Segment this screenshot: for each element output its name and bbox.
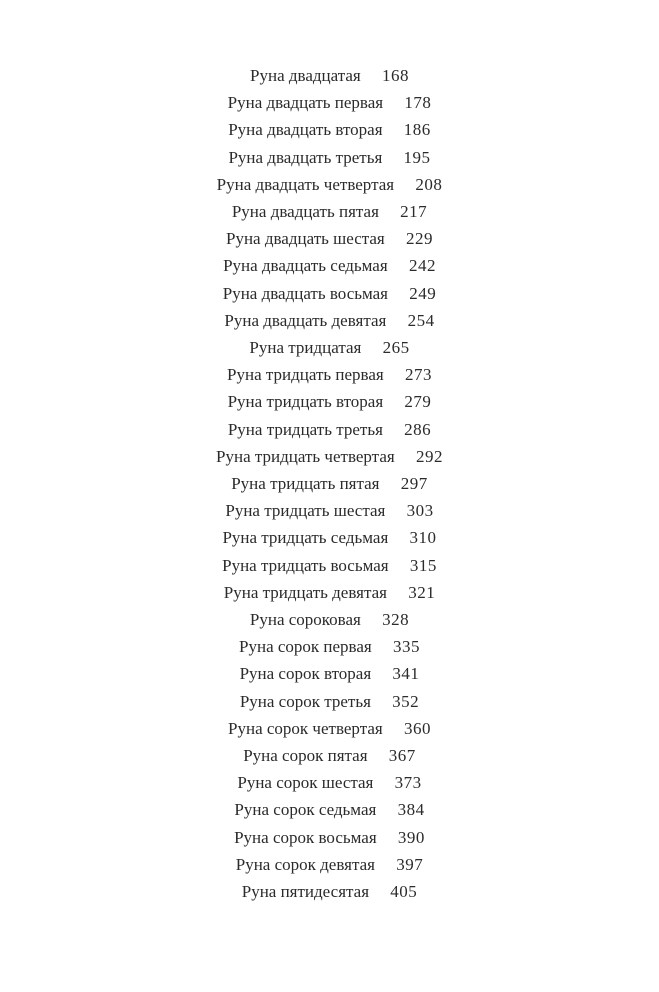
toc-entry-title: Руна тридцать седьмая [222,528,389,548]
toc-entry-page: 367 [388,746,416,766]
toc-entry-title: Руна сорок четвертая [228,718,383,738]
toc-entry-page: 229 [406,229,433,249]
toc-entry [0,443,659,470]
toc-entry-page: 315 [409,555,437,575]
toc-entry-page: 217 [400,202,428,222]
toc-entry-page: 279 [404,392,432,412]
toc-entry-page: 286 [404,419,432,439]
toc-entry [0,89,659,116]
toc-entry-page: 321 [408,582,436,602]
toc-entry-page: 273 [404,365,432,385]
toc-entry-page: 390 [397,827,425,847]
toc-entry [0,307,659,334]
toc-entry [0,524,659,551]
toc-entry [0,824,659,851]
toc-entry-title: Руна тридцать первая [227,365,384,385]
toc-entry-title: Руна двадцать девятая [224,310,387,330]
toc-entry [0,252,659,279]
toc-entry [0,878,659,905]
toc-entry-title: Руна сорок пятая [243,746,368,766]
toc-entry [0,171,659,198]
toc-entry [0,579,659,606]
toc-entry-page: 310 [409,528,437,548]
toc-entry-title: Руна тридцать пятая [231,474,380,494]
toc-entry-title: Руна тридцатая [249,338,362,358]
toc-entry-page: 360 [403,718,431,738]
toc-entry [0,388,659,415]
toc-entry-title: Руна тридцать девятая [223,582,387,602]
toc-entry-title: Руна сорок восьмая [234,827,377,847]
toc-entry [0,334,659,361]
toc-entry [0,851,659,878]
toc-entry-title: Руна сорок первая [239,637,372,657]
toc-entry-title: Руна двадцать пятая [231,202,379,222]
toc-entry-page: 249 [409,283,437,303]
toc-entry-page: 208 [415,174,443,194]
toc-entry [0,552,659,579]
toc-entry [0,497,659,524]
toc-entry-page: 297 [400,474,428,494]
toc-entry [0,633,659,660]
toc-entry [0,280,659,307]
toc-entry-page: 303 [406,501,434,521]
toc-entry [0,416,659,443]
toc-entry [0,144,659,171]
toc-entry-page: 178 [404,93,432,113]
toc-entry-page: 254 [407,310,435,330]
toc-entry-title: Руна сорок шестая [237,773,374,793]
toc-entry [0,361,659,388]
toc-entry-title: Руна двадцать вторая [228,120,383,140]
toc-entry-title: Руна тридцать четвертая [216,446,395,466]
toc-entry-page: 405 [390,882,418,902]
toc-entry-title: Руна тридцать третья [227,419,383,439]
toc-entry-page: 186 [403,120,431,140]
toc-entry-title: Руна двадцать шестая [226,229,385,249]
toc-entry-title: Руна сорок девятая [235,854,375,874]
toc-entry-page: 242 [408,256,436,276]
toc-entry [0,606,659,633]
toc-entry-title: Руна тридцать вторая [227,392,384,412]
toc-entry-page: 373 [394,773,422,793]
toc-entry [0,688,659,715]
toc-entry [0,198,659,225]
toc-entry [0,225,659,252]
toc-entry-page: 352 [392,691,420,711]
toc-entry-page: 335 [392,637,420,657]
toc-entry-title: Руна сороковая [249,610,361,630]
toc-list [0,62,659,905]
toc-entry-title: Руна сорок третья [239,691,371,711]
toc-entry [0,660,659,687]
toc-entry [0,116,659,143]
toc-entry [0,796,659,823]
toc-entry-title: Руна двадцать первая [227,93,384,113]
toc-entry [0,715,659,742]
toc-entry-page: 292 [415,446,443,466]
toc-entry-title: Руна двадцать третья [228,147,383,167]
toc-entry-page: 341 [392,664,420,684]
toc-entry-title: Руна двадцать восьмая [222,283,389,303]
toc-entry-page: 328 [382,610,410,630]
toc-entry-page: 265 [382,338,410,358]
toc-entry-title: Руна двадцатая [250,66,361,85]
toc-entry-title: Руна тридцать шестая [225,501,386,521]
toc-entry-page: 195 [403,147,431,167]
toc-entry [0,62,659,89]
toc-entry-title: Руна пятидесятая [241,882,370,902]
toc-entry [0,769,659,796]
toc-entry-title: Руна тридцать восьмая [222,555,389,575]
toc-entry [0,470,659,497]
toc-entry-title: Руна сорок седьмая [234,800,377,820]
toc-entry-title: Руна сорок вторая [239,664,372,684]
toc-entry-page: 397 [396,854,424,874]
toc-entry-title: Руна двадцать седьмая [223,256,388,276]
toc-entry [0,742,659,769]
toc-entry-page: 168 [381,66,409,85]
toc-entry-page: 384 [397,800,425,820]
toc-entry-title: Руна двадцать четвертая [216,174,395,194]
